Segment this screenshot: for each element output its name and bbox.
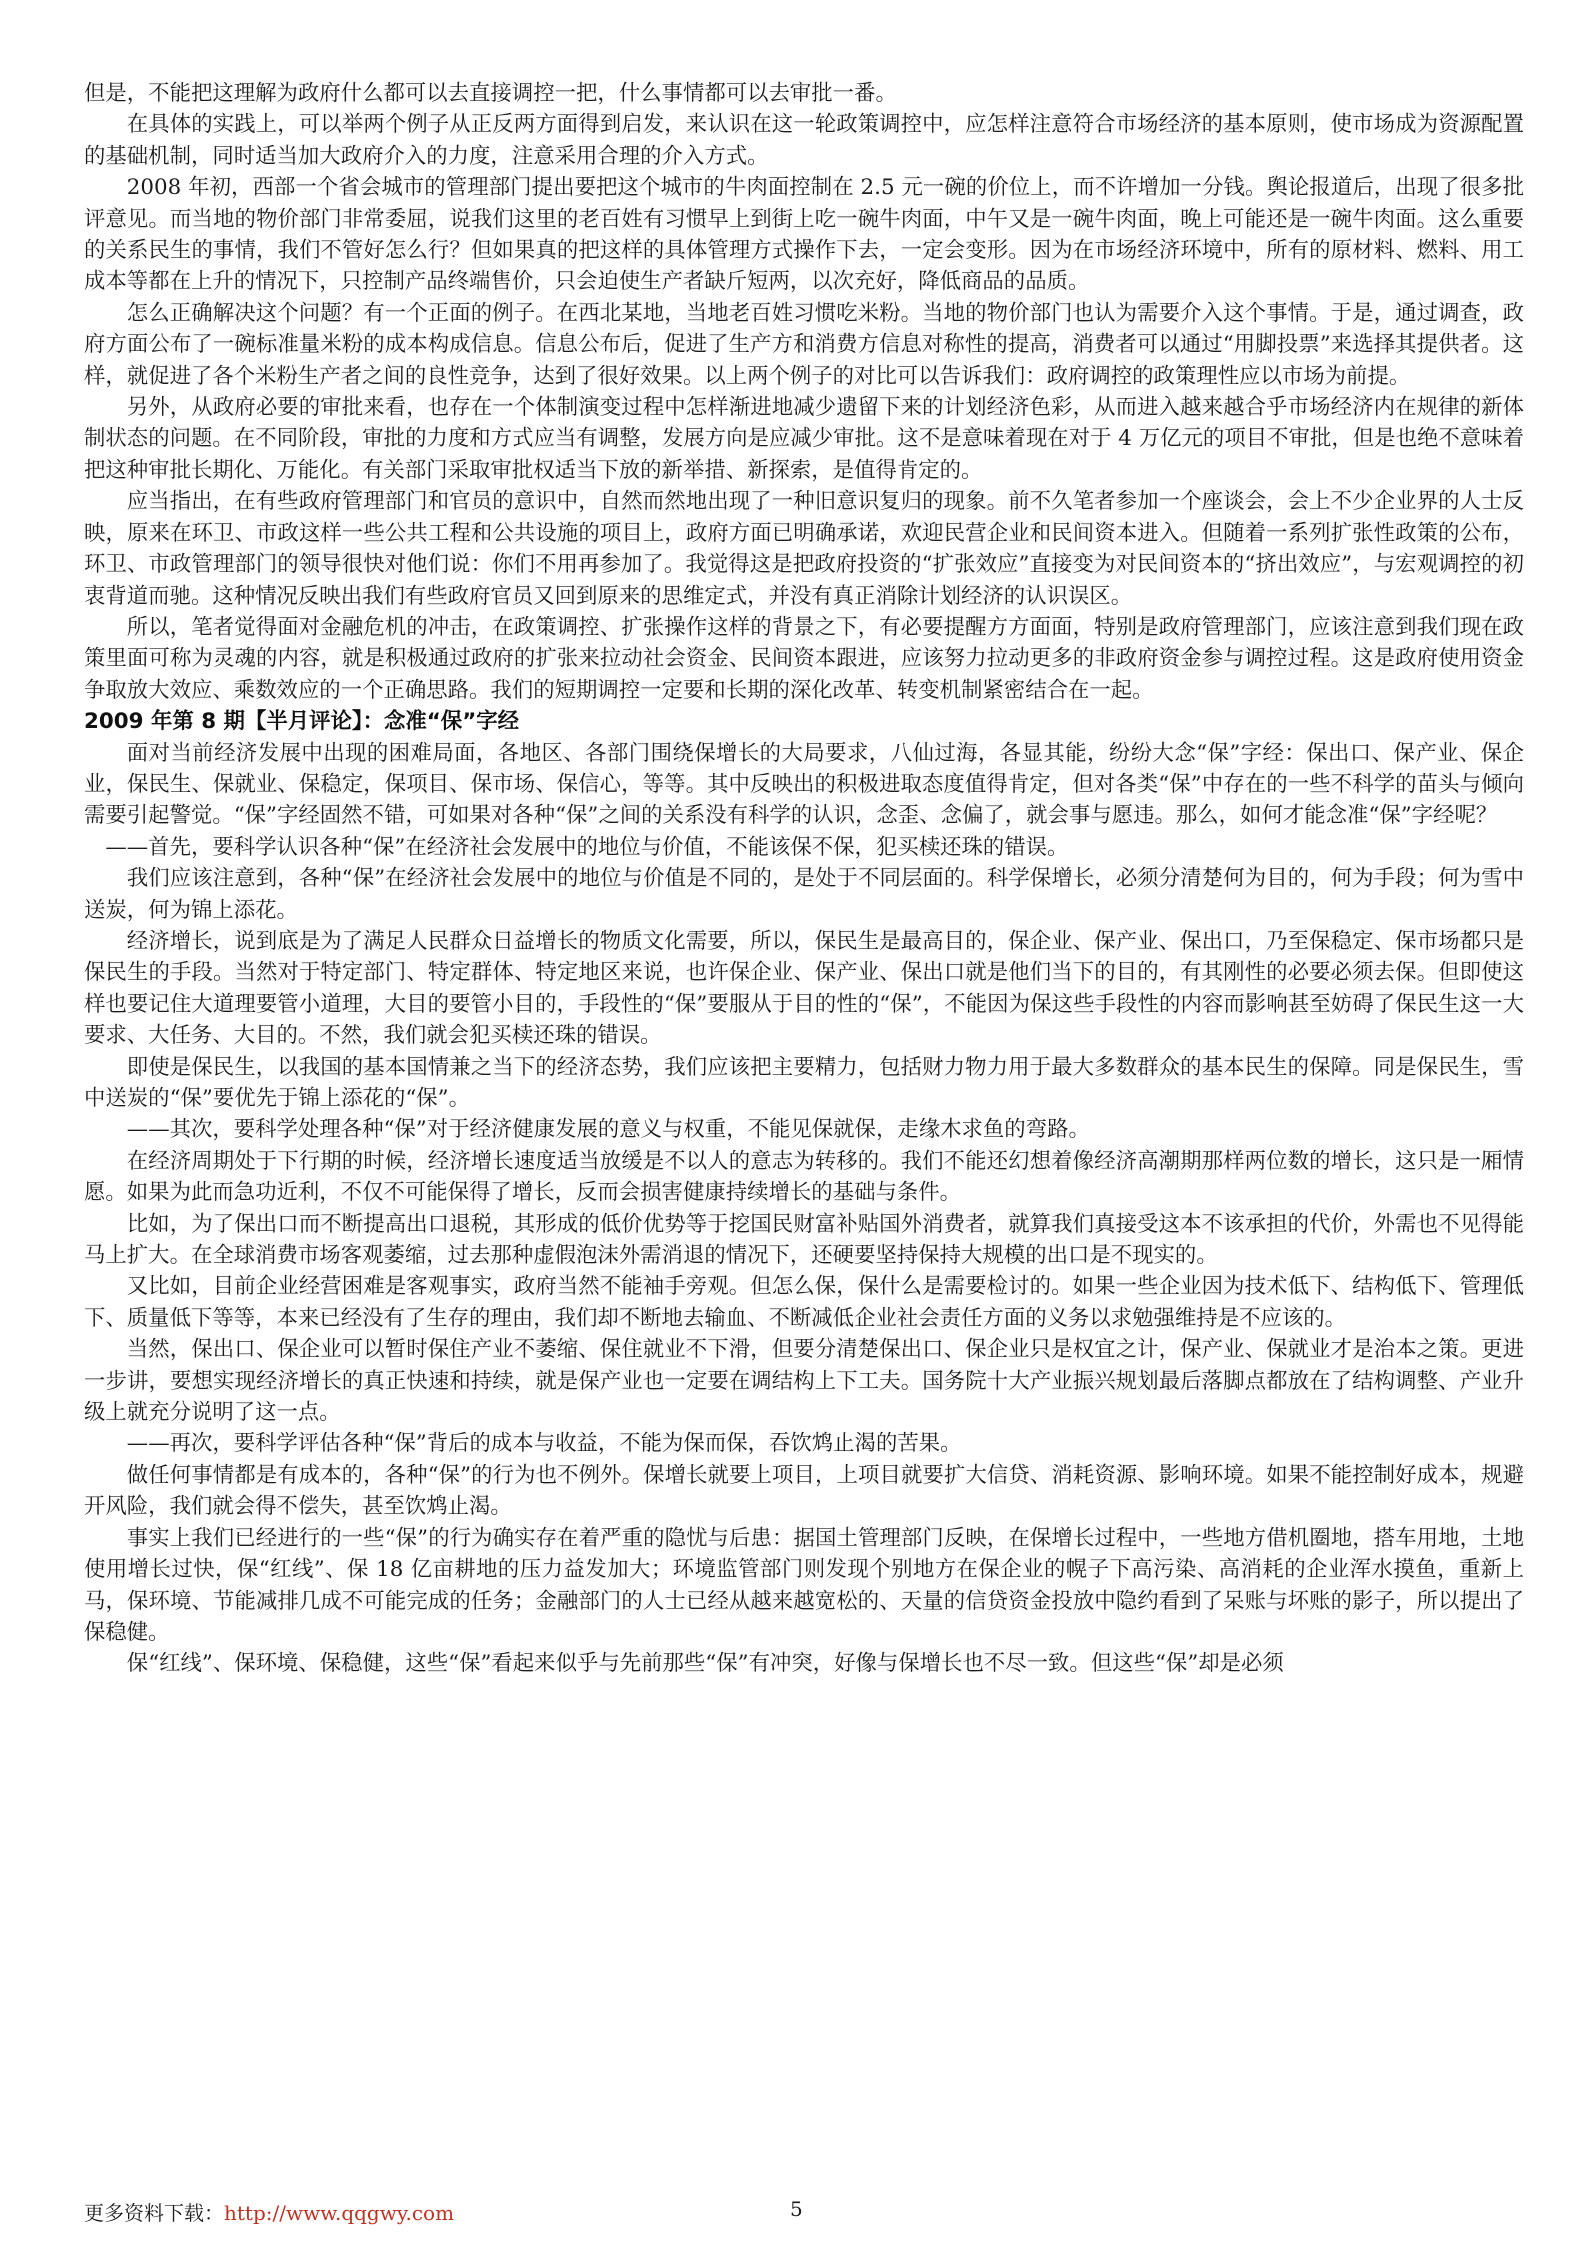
paragraph: 面对当前经济发展中出现的困难局面，各地区、各部门围绕保增长的大局要求，八仙过海，各显其能，纷纷大念“保”字经：保出口、保产业、保企业，保民生、保就业、保稳定，保项目、保市场、保信心，等等。其中反映出的积极进取态度值得肯定，但对各类“保”中存在的一些不科学的苗头与倾向需要引起警觉。“保”字经固然不错，可如果对各种“保”之间的关系没有科学的认识，念歪、念偏了，就会事与愿违。那么，如何才能念准“保”字经呢？	[84, 740, 1524, 829]
footer-download-link[interactable]: http://www.qqgwy.com	[224, 2201, 455, 2225]
article-body	[84, 738, 1524, 1680]
article-heading: 2009 年第 8 期【半月评论】：念准“保”字经	[84, 709, 520, 735]
page-number: 5	[790, 2197, 803, 2221]
paragraph: ——其次，要科学处理各种“保”对于经济健康发展的意义与权重，不能见保就保，走缘木求鱼的弯路。	[126, 1117, 1090, 1143]
article-continuation	[84, 78, 1524, 706]
page-footer	[84, 2197, 1524, 2227]
paragraph: 比如，为了保出口而不断提高出口退税，其形成的低价优势等于挖国民财富补贴国外消费者，就算我们真接受这本不该承担的代价，外需也不见得能马上扩大。在全球消费市场客观萎缩，过去那种虚假泡沫外需消退的情况下，还硬要坚持保持大规模的出口是不现实的。	[84, 1211, 1524, 1269]
paragraph: ——再次，要科学评估各种“保”背后的成本与收益，不能为保而保，吞饮鸩止渴的苦果。	[126, 1431, 962, 1457]
paragraph: 2008 年初，西部一个省会城市的管理部门提出要把这个城市的牛肉面控制在 2.5 元一碗的价位上，而不许增加一分钱。舆论报道后，出现了很多批评意见。而当地的物价部门非常委屈，说我们这里的老百姓有习惯早上到街上吃一碗牛肉面，中午又是一碗牛肉面，晚上可能还是一碗牛肉面。这么重要的关系民生的事情，我们不管好怎么行？但如果真的把这样的具体管理方式操作下去，一定会变形。因为在市场经济环境中，所有的原材料、燃料、用工成本等都在上升的情况下，只控制产品终端售价，只会迫使生产者缺斤短两，以次充好，降低商品的品质。	[84, 175, 1524, 295]
footer-label-text: 更多资料下载：	[84, 2201, 224, 2225]
paragraph: 做任何事情都是有成本的，各种“保”的行为也不例外。保增长就要上项目，上项目就要扩大信贷、消耗资源、影响环境。如果不能控制好成本，规避开风险，我们就会得不偿失，甚至饮鸩止渴。	[84, 1462, 1524, 1520]
paragraph: 但是，不能把这理解为政府什么都可以去直接调控一把，什么事情都可以去审批一番。	[84, 81, 897, 106]
document-page	[84, 78, 1524, 1680]
paragraph: 在经济周期处于下行期的时候，经济增长速度适当放缓是不以人的意志为转移的。我们不能还幻想着像经济高潮期那样两位数的增长，这只是一厢情愿。如果为此而急功近利，不仅不可能保得了增长，反而会损害健康持续增长的基础与条件。	[84, 1148, 1524, 1206]
paragraph: ——首先，要科学认识各种“保”在经济社会发展中的地位与价值，不能该保不保，犯买椟还珠的错误。	[105, 834, 1069, 860]
paragraph: 事实上我们已经进行的一些“保”的行为确实存在着严重的隐忧与后患：据国土管理部门反映，在保增长过程中，一些地方借机圈地，搭车用地，土地使用增长过快，保“红线”、保 18 亿亩耕地的压力益发加大；环境监管部门则发现个别地方在保企业的幌子下高污染、高消耗的企业浑水摸鱼，重新上马，保环境、节能减排几成不可能完成的任务；金融部门的人士已经从越来越宽松的、天量的信贷资金投放中隐约看到了呆账与坏账的影子，所以提出了保稳健。	[84, 1525, 1524, 1645]
paragraph: 怎么正确解决这个问题？有一个正面的例子。在西北某地，当地老百姓习惯吃米粉。当地的物价部门也认为需要介入这个事情。于是，通过调查，政府方面公布了一碗标准量米粉的成本构成信息。信息公布后，促进了生产方和消费方信息对称性的提高，消费者可以通过“用脚投票”来选择其提供者。这样，就促进了各个米粉生产者之间的良性竞争，达到了很好效果。以上两个例子的对比可以告诉我们：政府调控的政策理性应以市场为前提。	[84, 300, 1524, 389]
paragraph: 在具体的实践上，可以举两个例子从正反两方面得到启发，来认识在这一轮政策调控中，应怎样注意符合市场经济的基本原则，使市场成为资源配置的基础机制，同时适当加大政府介入的力度，注意采用合理的介入方式。	[84, 112, 1524, 169]
paragraph: 所以，笔者觉得面对金融危机的冲击，在政策调控、扩张操作这样的背景之下，有必要提醒方方面面，特别是政府管理部门，应该注意到我们现在政策里面可称为灵魂的内容，就是积极通过政府的扩张来拉动社会资金、民间资本跟进，应该努力拉动更多的非政府资金参与调控过程。这是政府使用资金争取放大效应、乘数效应的一个正确思路。我们的短期调控一定要和长期的深化改革、转变机制紧密结合在一起。	[84, 614, 1524, 703]
paragraph: 另外，从政府必要的审批来看，也存在一个体制演变过程中怎样渐进地减少遗留下来的计划经济色彩，从而进入越来越合乎市场经济内在规律的新体制状态的问题。在不同阶段，审批的力度和方式应当有调整，发展方向是应减少审批。这不是意味着现在对于 4 万亿元的项目不审批，但是也绝不意味着把这种审批长期化、万能化。有关部门采取审批权适当下放的新举措、新探索，是值得肯定的。	[84, 395, 1524, 483]
footer-download-label	[84, 2197, 454, 2226]
paragraph: 经济增长，说到底是为了满足人民群众日益增长的物质文化需要，所以，保民生是最高目的，保企业、保产业、保出口，乃至保稳定、保市场都只是保民生的手段。当然对于特定部门、特定群体、特定地区来说，也许保企业、保产业、保出口就是他们当下的目的，有其刚性的必要必须去保。但即使这样也要记住大道理要管小道理，大目的要管小目的，手段性的“保”要服从于目的性的“保”，不能因为保这些手段性的内容而影响甚至妨碍了保民生这一大要求、大任务、大目的。不然，我们就会犯买椟还珠的错误。	[84, 928, 1524, 1049]
paragraph: 我们应该注意到，各种“保”在经济社会发展中的地位与价值是不同的，是处于不同层面的。科学保增长，必须分清楚何为目的，何为手段；何为雪中送炭，何为锦上添花。	[84, 866, 1524, 923]
paragraph: 保“红线”、保环境、保稳健，这些“保”看起来似乎与先前那些“保”有冲突，好像与保增长也不尽一致。但这些“保”却是必须	[126, 1651, 1284, 1677]
paragraph: 又比如，目前企业经营困难是客观事实，政府当然不能袖手旁观。但怎么保，保什么是需要检讨的。如果一些企业因为技术低下、结构低下、管理低下、质量低下等等，本来已经没有了生存的理由，我们却不断地去输血、不断减低企业社会责任方面的义务以求勉强维持是不应该的。	[84, 1274, 1524, 1331]
paragraph: 当然，保出口、保企业可以暂时保住产业不萎缩、保住就业不下滑，但要分清楚保出口、保企业只是权宜之计，保产业、保就业才是治本之策。更进一步讲，要想实现经济增长的真正快速和持续，就是保产业也一定要在调结构上下工夫。国务院十大产业振兴规划最后落脚点都放在了结构调整、产业升级上就充分说明了这一点。	[84, 1337, 1524, 1426]
paragraph: 应当指出，在有些政府管理部门和官员的意识中，自然而然地出现了一种旧意识复归的现象。前不久笔者参加一个座谈会，会上不少企业界的人士反映，原来在环卫、市政这样一些公共工程和公共设施的项目上，政府方面已明确承诺，欢迎民营企业和民间资本进入。但随着一系列扩张性政策的公布，环卫、市政管理部门的领导很快对他们说：你们不用再参加了。我觉得这是把政府投资的“扩张效应”直接变为对民间资本的“挤出效应”，与宏观调控的初衷背道而驰。这种情况反映出我们有些政府官员又回到原来的思维定式，并没有真正消除计划经济的认识误区。	[84, 489, 1524, 609]
paragraph: 即使是保民生，以我国的基本国情兼之当下的经济态势，我们应该把主要精力，包括财力物力用于最大多数群众的基本民生的保障。同是保民生，雪中送炭的“保”要优先于锦上添花的“保”。	[84, 1054, 1524, 1111]
